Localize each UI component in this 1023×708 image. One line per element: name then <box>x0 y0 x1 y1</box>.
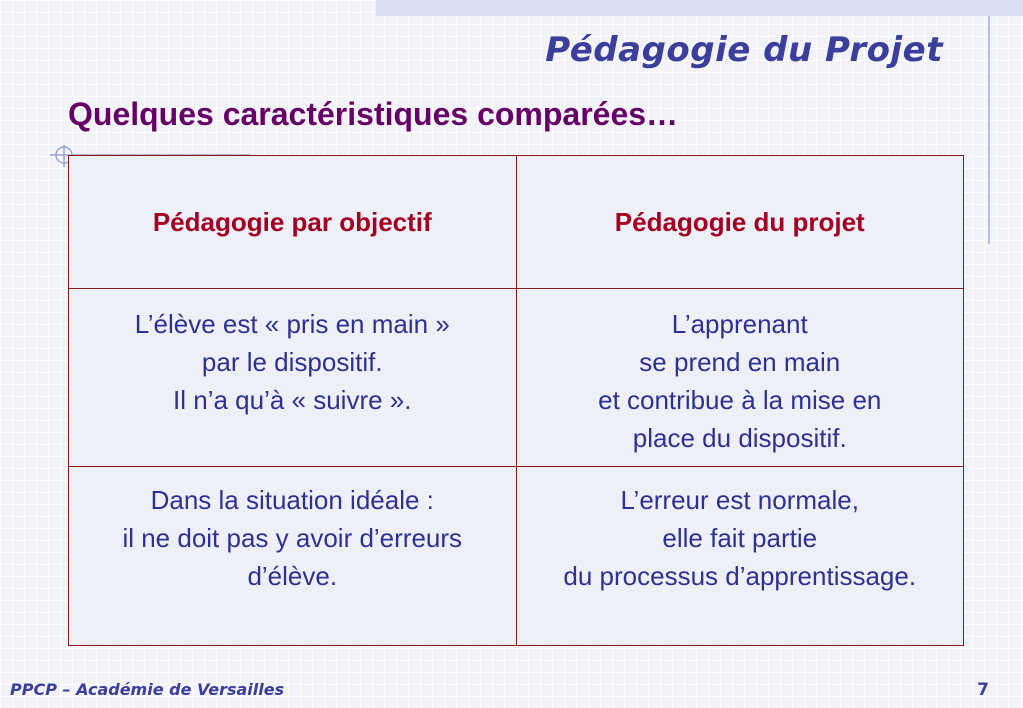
table-cell <box>516 467 964 646</box>
cell-line: L’élève est « pris en main » <box>134 309 450 339</box>
cell-line: se prend en main <box>639 347 841 377</box>
cell-line: place du dispositif. <box>632 423 847 453</box>
right-accent-rule <box>988 16 990 244</box>
cell-line: du processus d’apprentissage. <box>563 561 917 591</box>
header-pedagogie-du-projet: Pédagogie du projet <box>516 156 964 289</box>
table-row <box>69 289 964 467</box>
footer-label: PPCP – Académie de Versailles <box>10 680 285 699</box>
cell-line: Dans la situation idéale : <box>150 485 434 515</box>
slide-subtitle: Quelques caractéristiques comparées… <box>68 96 679 132</box>
cell-line: et contribue à la mise en <box>598 385 882 415</box>
cell-line: L’erreur est normale, <box>620 485 859 515</box>
table-cell <box>69 467 517 646</box>
top-accent-band <box>376 0 1023 16</box>
cell-line: elle fait partie <box>662 523 818 553</box>
table-cell <box>69 289 517 467</box>
comparison-table <box>68 155 964 646</box>
cell-line: il ne doit pas y avoir d’erreurs <box>122 523 463 553</box>
page-number: 7 <box>977 680 989 700</box>
table-header-row <box>69 156 964 289</box>
header-pedagogie-par-objectif: Pédagogie par objectif <box>69 156 517 289</box>
table-cell <box>516 289 964 467</box>
table-row <box>69 467 964 646</box>
cell-line: d’élève. <box>247 561 338 591</box>
cell-line: Il n’a qu’à « suivre ». <box>173 385 412 415</box>
cell-line: L’apprenant <box>671 309 808 339</box>
cell-line: par le dispositif. <box>201 347 383 377</box>
slide-title: Pédagogie du Projet <box>545 30 943 70</box>
